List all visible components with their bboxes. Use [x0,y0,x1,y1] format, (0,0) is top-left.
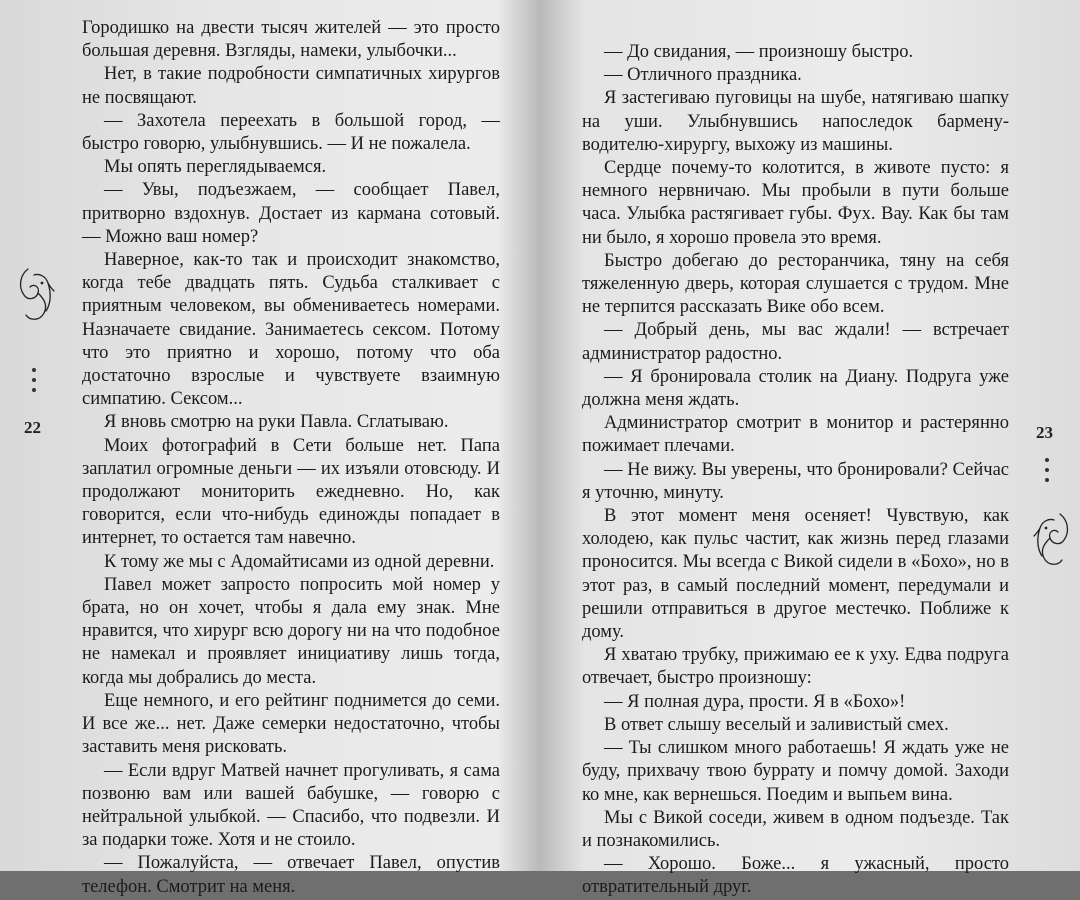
paragraph: Сердце почему-то колотится, в животе пусто: я немного нервничаю. Мы пробыли в пути больше часа. Улыбка растягивает губы. Фух. Вау. Как бы там ни было, я хорошо провела это время. [582,158,1009,248]
right-page-text [582,41,1009,900]
dots-ornament-icon [1045,458,1051,488]
dots-ornament-icon [32,368,38,398]
paragraph: — Пожалуйста, — отвечает Павел, опустив телефон. Смотрит на меня. [82,853,500,897]
face-profile-ornament-icon [1030,510,1074,572]
paragraph: — Я полная дура, прости. Я в «Бохо»! [604,691,906,712]
paragraph: — Увы, подъезжаем, — сообщает Павел, притворно вздохнув. Достает из кармана сотовый. — Можно ваш номер? [82,180,500,247]
paragraph: — Отличного праздника. [604,65,802,86]
paragraph: — Ты слишком много работаешь! Я ждать уже не буду, прихвачу твою буррату и помчу домой. Заходи ко мне, как вернешься. Поедим и выпьем вина. [582,738,1009,805]
right-page [540,0,1080,898]
paragraph: Мы опять переглядываемся. [104,157,327,178]
face-profile-ornament-icon [14,265,58,327]
paragraph: — Если вдруг Матвей начнет прогуливать, я сама позвоню вам или вашей бабушке, — говорю с нейтральной улыбкой. — Спасибо, что подвезли. И за подарки тоже. Хотя и не стоило. [82,760,500,851]
paragraph: Городишко на двести тысяч жителей — это просто большая деревня. Взгляды, намеки, улыбочки... [82,18,500,62]
paragraph: Мы с Викой соседи, живем в одном подъезде. Так и познакомились. [582,807,1009,851]
paragraph: Я вновь смотрю на руки Павла. Сглатываю. [104,412,449,433]
paragraph: — Захотела переехать в большой город, — быстро говорю, улыбнувшись. — И не пожалела. [82,110,500,155]
paragraph: В ответ слышу веселый и заливистый смех. [604,714,949,735]
paragraph: Павел может запросто попросить мой номер у брата, но он хочет, чтобы я дала ему знак. Мне нравится, что хирург всю дорогу ни на что подобное не намекал и проявляет инициативу лишь тогда, когда мы добрались до места. [82,574,500,688]
paragraph: В этот момент меня осеняет! Чувствую, как холодею, как пульс частит, как жизнь перед глазами проносится. Мы всегда с Викой сидели в «Бохо», но в этот раз, в самый последний момент, передумали и решили отправиться в другое местечко. Поближе к дому. [582,506,1009,643]
left-page [0,0,540,897]
paragraph: — Не вижу. Вы уверены, что бронировали? Сейчас я уточню, минуту. [582,459,1009,503]
left-page-text [82,17,500,899]
paragraph: Наверное, как-то так и происходит знакомство, когда тебе двадцать пять. Судьба сталкивает с приятным человеком, вы обмениваетесь номерами. Назначаете свидание. Занимаетесь сексом. Потому что это приятно и хорошо, потому что оба достаточно взрослые и чувствуете взаимную симпатию. Сексом... [82,250,500,410]
paragraph: Быстро добегаю до ресторанчика, тяну на себя тяжеленную дверь, которая слушается с трудом. Мне не терпится рассказать Вике обо всем. [582,250,1009,318]
paragraph: — Хорошо. Боже... я ужасный, просто отвратительный друг. [582,854,1009,898]
paragraph: К тому же мы с Адомайтисами из одной деревни. [104,551,495,572]
paragraph: Я застегиваю пуговицы на шубе, натягиваю шапку на уши. Улыбнувшись напоследок бармену-водителю-хирургу, выхожу из машины. [582,88,1009,155]
paragraph: — Я бронировала столик на Диану. Подруга уже должна меня ждать. [582,366,1009,411]
paragraph: Я хватаю трубку, прижимаю ее к уху. Едва подруга отвечает, быстро произношу: [582,645,1009,689]
paragraph: Администратор смотрит в монитор и растерянно пожимает плечами. [582,413,1009,457]
page-number: 22 [24,418,41,437]
page-number: 23 [1036,423,1053,442]
paragraph: Еще немного, и его рейтинг поднимется до семи. И все же... нет. Даже семерки недостаточно, чтобы заставить меня рисковать. [82,690,500,758]
paragraph: — Добрый день, мы вас ждали! — встречает администратор радостно. [582,320,1009,364]
paragraph: Нет, в такие подробности симпатичных хирургов не посвящают. [82,64,500,108]
paragraph: — До свидания, — произношу быстро. [604,42,914,62]
paragraph: Моих фотографий в Сети больше нет. Папа заплатил огромные деньги — их изъяли отовсюду. И продолжают мониторить ежедневно. Но, как говорится, если что-нибудь единожды попадает в интернет, то остается там навечно. [82,435,500,549]
